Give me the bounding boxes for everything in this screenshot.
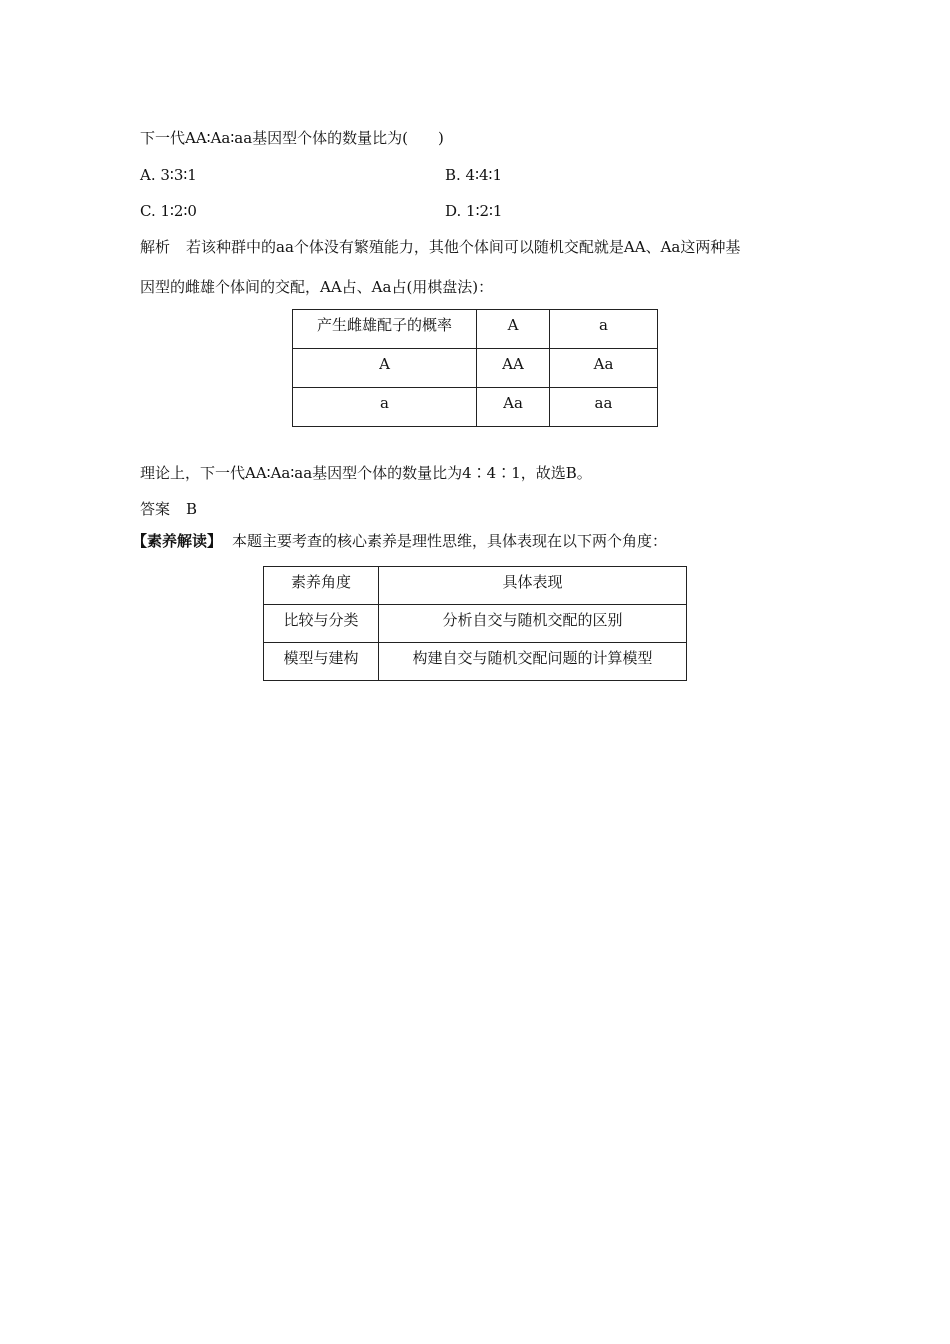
table-cell: a	[293, 388, 477, 427]
option-b: B. 4∶4∶1	[445, 166, 502, 184]
table-row	[293, 310, 658, 349]
answer-line	[140, 499, 197, 519]
analysis-text-1: 若该种群中的aa个体没有繁殖能力，其他个体间可以随机交配就是AA、Aa这两种基	[186, 238, 741, 256]
answer-value: B	[186, 500, 198, 518]
table-cell: 构建自交与随机交配问题的计算模型	[379, 643, 687, 681]
literacy-table	[263, 566, 687, 681]
table-row	[293, 349, 658, 388]
table-row	[293, 388, 658, 427]
analysis-line-1	[140, 237, 740, 257]
analysis-line-2: 因型的雌雄个体间的交配，AA占、Aa占(用棋盘法)：	[140, 278, 494, 296]
table-row	[264, 643, 687, 681]
table-cell: 具体表现	[379, 567, 687, 605]
table-row	[264, 567, 687, 605]
punnett-table	[292, 309, 658, 427]
table-cell: 分析自交与随机交配的区别	[379, 605, 687, 643]
table-cell: aa	[550, 388, 658, 427]
table-cell: Aa	[477, 388, 550, 427]
table-row	[264, 605, 687, 643]
table-cell: Aa	[550, 349, 658, 388]
option-d: D. 1∶2∶1	[445, 202, 503, 220]
analysis-tag: 解析	[140, 238, 171, 256]
table-cell: 比较与分类	[264, 605, 379, 643]
table-cell: AA	[477, 349, 550, 388]
table-cell: 素养角度	[264, 567, 379, 605]
literacy-text: 本题主要考查的核心素养是理性思维，具体表现在以下两个角度：	[232, 532, 668, 550]
option-a: A. 3∶3∶1	[140, 166, 197, 184]
option-c: C. 1∶2∶0	[140, 202, 197, 220]
literacy-tag: 【素养解读】	[132, 532, 223, 550]
question-stem: 下一代AA∶Aa∶aa基因型个体的数量比为( )	[140, 129, 444, 147]
table-cell: 产生雌雄配子的概率	[293, 310, 477, 349]
answer-tag: 答案	[140, 500, 171, 518]
table-cell: A	[477, 310, 550, 349]
literacy-line	[132, 531, 667, 551]
table-cell: A	[293, 349, 477, 388]
table-cell: a	[550, 310, 658, 349]
table-cell: 模型与建构	[264, 643, 379, 681]
conclusion-text: 理论上，下一代AA∶Aa∶aa基因型个体的数量比为4∶4∶1，故选B。	[140, 464, 592, 482]
